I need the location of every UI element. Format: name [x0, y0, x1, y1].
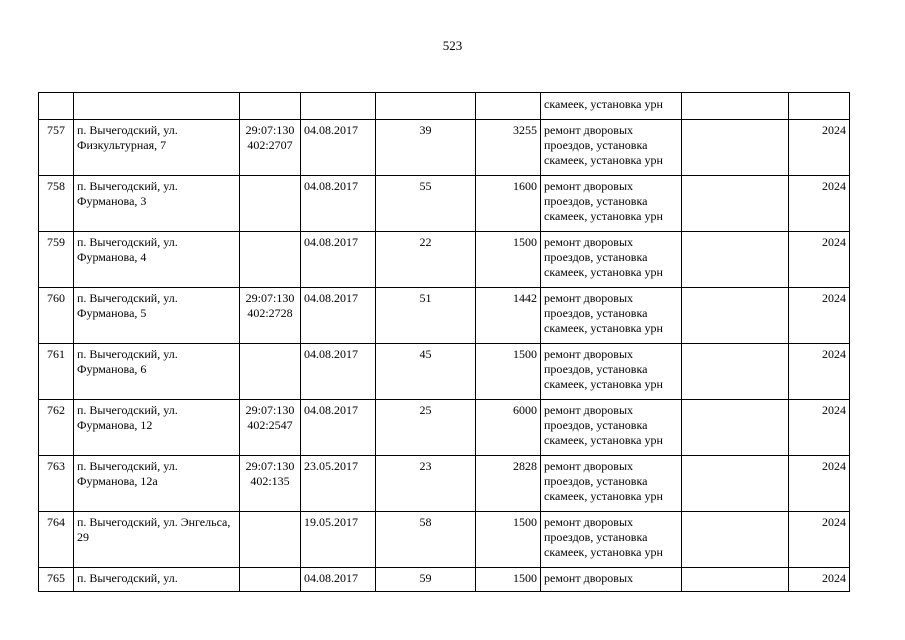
cell-blank — [682, 512, 789, 568]
cell-cadastral — [240, 176, 301, 232]
cell-cadastral: 29:07:130 402:135 — [240, 456, 301, 512]
cell-area: 1500 — [476, 232, 541, 288]
table-row — [39, 512, 850, 568]
cell-quantity: 51 — [376, 288, 476, 344]
cell-date: 04.08.2017 — [301, 176, 376, 232]
cell-blank — [682, 568, 789, 592]
cell-quantity — [376, 93, 476, 120]
cell-area: 1500 — [476, 344, 541, 400]
cell-cadastral — [240, 344, 301, 400]
cell-date: 04.08.2017 — [301, 232, 376, 288]
cell-address — [74, 93, 240, 120]
cell-address: п. Вычегодский, ул. Фурманова, 4 — [74, 232, 240, 288]
cell-quantity: 59 — [376, 568, 476, 592]
cell-cadastral — [240, 93, 301, 120]
cell-blank — [682, 400, 789, 456]
cell-cadastral: 29:07:130 402:2728 — [240, 288, 301, 344]
cell-blank — [682, 456, 789, 512]
cell-date: 19.05.2017 — [301, 512, 376, 568]
cell-number: 758 — [39, 176, 74, 232]
table-row — [39, 120, 850, 176]
cell-date: 04.08.2017 — [301, 344, 376, 400]
cell-date — [301, 93, 376, 120]
cell-number: 765 — [39, 568, 74, 592]
table-row-partial — [39, 568, 850, 592]
cell-date: 04.08.2017 — [301, 400, 376, 456]
cell-work: ремонт дворовых проездов, установка скамеек, установка урн — [541, 288, 682, 344]
cell-year: 2024 — [789, 400, 850, 456]
cell-number: 762 — [39, 400, 74, 456]
cell-year — [789, 93, 850, 120]
cell-cadastral: 29:07:130 402:2547 — [240, 400, 301, 456]
cell-work: ремонт дворовых проездов, установка скамеек, установка урн — [541, 344, 682, 400]
cell-work: ремонт дворовых проездов, установка скамеек, установка урн — [541, 176, 682, 232]
cell-number: 759 — [39, 232, 74, 288]
cell-work: ремонт дворовых проездов, установка скамеек, установка урн — [541, 232, 682, 288]
cell-cadastral — [240, 232, 301, 288]
cell-work: ремонт дворовых проездов, установка скамеек, установка урн — [541, 400, 682, 456]
table-row — [39, 344, 850, 400]
cell-quantity: 25 — [376, 400, 476, 456]
cell-area: 2828 — [476, 456, 541, 512]
cell-number: 764 — [39, 512, 74, 568]
cell-area: 3255 — [476, 120, 541, 176]
cell-year: 2024 — [789, 568, 850, 592]
cell-number: 757 — [39, 120, 74, 176]
table-row — [39, 176, 850, 232]
table-row — [39, 456, 850, 512]
cell-work: ремонт дворовых проездов, установка скамеек, установка урн — [541, 512, 682, 568]
cell-quantity: 23 — [376, 456, 476, 512]
cell-area: 6000 — [476, 400, 541, 456]
table-row — [39, 232, 850, 288]
page-number: 523 — [442, 38, 463, 53]
cell-number: 763 — [39, 456, 74, 512]
cell-area: 1600 — [476, 176, 541, 232]
cell-quantity: 39 — [376, 120, 476, 176]
cell-blank — [682, 288, 789, 344]
cell-address: п. Вычегодский, ул. Фурманова, 3 — [74, 176, 240, 232]
cell-year: 2024 — [789, 344, 850, 400]
cell-cadastral: 29:07:130 402:2707 — [240, 120, 301, 176]
cell-year: 2024 — [789, 120, 850, 176]
cell-year: 2024 — [789, 232, 850, 288]
cell-blank — [682, 93, 789, 120]
cell-quantity: 55 — [376, 176, 476, 232]
cell-work: ремонт дворовых проездов, установка скамеек, установка урн — [541, 120, 682, 176]
cell-year: 2024 — [789, 288, 850, 344]
cell-blank — [682, 176, 789, 232]
cell-year: 2024 — [789, 512, 850, 568]
cell-work: ремонт дворовых — [541, 568, 682, 592]
cell-number — [39, 93, 74, 120]
cell-year: 2024 — [789, 176, 850, 232]
table-row-continuation — [39, 93, 850, 120]
cell-number: 761 — [39, 344, 74, 400]
cell-work: скамеек, установка урн — [541, 93, 682, 120]
table-row — [39, 288, 850, 344]
cell-address: п. Вычегодский, ул. Фурманова, 12 — [74, 400, 240, 456]
cell-area — [476, 93, 541, 120]
cell-blank — [682, 232, 789, 288]
cell-work: ремонт дворовых проездов, установка скамеек, установка урн — [541, 456, 682, 512]
cell-address: п. Вычегодский, ул. Физкультурная, 7 — [74, 120, 240, 176]
cell-area: 1500 — [476, 568, 541, 592]
cell-area: 1500 — [476, 512, 541, 568]
cell-quantity: 58 — [376, 512, 476, 568]
cell-date: 23.05.2017 — [301, 456, 376, 512]
cell-cadastral — [240, 512, 301, 568]
cell-address: п. Вычегодский, ул. Фурманова, 5 — [74, 288, 240, 344]
cell-blank — [682, 120, 789, 176]
cell-address: п. Вычегодский, ул. — [74, 568, 240, 592]
registry-table — [38, 92, 850, 592]
cell-address: п. Вычегодский, ул. Энгельса, 29 — [74, 512, 240, 568]
cell-date: 04.08.2017 — [301, 568, 376, 592]
table-row — [39, 400, 850, 456]
cell-area: 1442 — [476, 288, 541, 344]
cell-address: п. Вычегодский, ул. Фурманова, 12а — [74, 456, 240, 512]
cell-year: 2024 — [789, 456, 850, 512]
cell-quantity: 22 — [376, 232, 476, 288]
cell-cadastral — [240, 568, 301, 592]
cell-blank — [682, 344, 789, 400]
cell-quantity: 45 — [376, 344, 476, 400]
cell-number: 760 — [39, 288, 74, 344]
cell-date: 04.08.2017 — [301, 288, 376, 344]
cell-date: 04.08.2017 — [301, 120, 376, 176]
cell-address: п. Вычегодский, ул. Фурманова, 6 — [74, 344, 240, 400]
